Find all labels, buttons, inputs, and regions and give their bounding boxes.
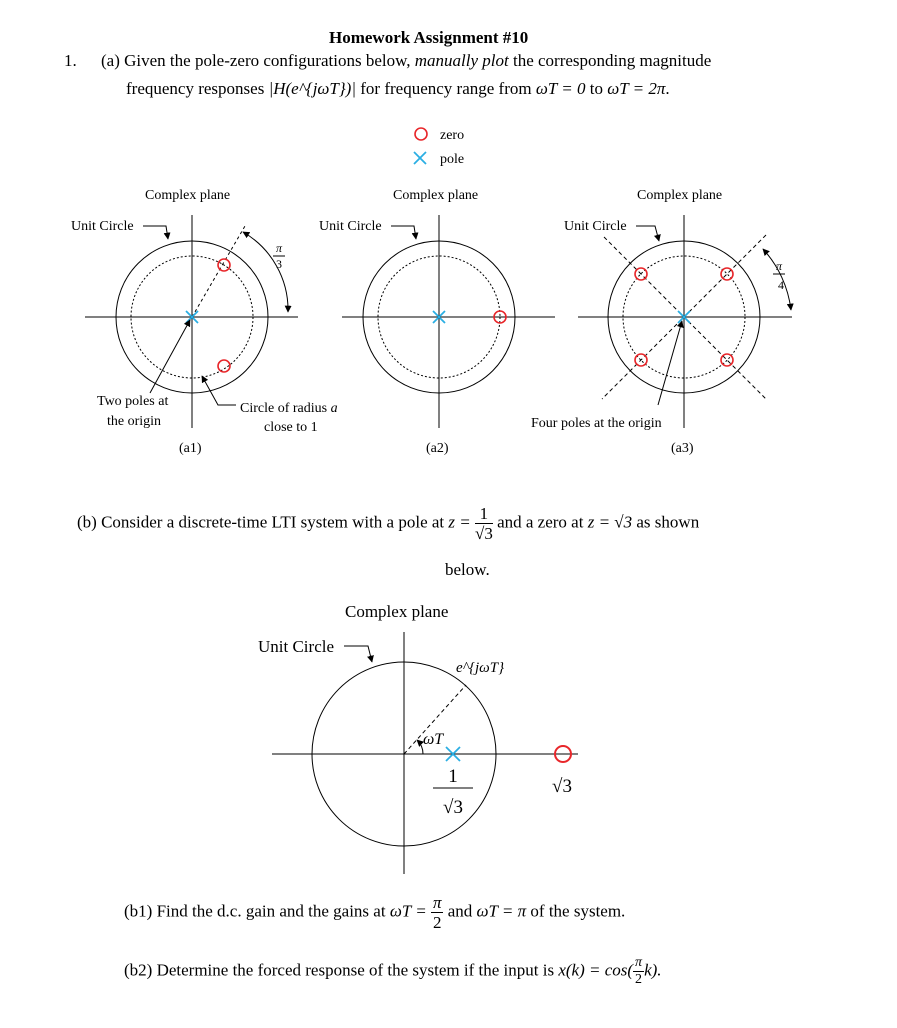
a1-angle-den: 3 bbox=[276, 257, 282, 271]
a3-four-poles-label: Four poles at the origin bbox=[531, 416, 662, 431]
b1-w1-den: 2 bbox=[432, 913, 442, 932]
part-a-emphasis: manually plot bbox=[414, 51, 509, 70]
diagram-a3 bbox=[531, 188, 792, 456]
part-b-pole-den: √3 bbox=[475, 524, 493, 543]
b2-input-rhs: k). bbox=[644, 960, 662, 980]
b1-w2: ωT = π bbox=[476, 901, 527, 921]
a1-unit-circle-label: Unit Circle bbox=[71, 219, 134, 234]
b1-and: and bbox=[447, 901, 473, 921]
a3-zero-q4 bbox=[721, 354, 733, 366]
b-pole-label-num: 1 bbox=[448, 766, 458, 787]
b-unit-circle-label: Unit Circle bbox=[258, 637, 335, 656]
b-omega-label: ωT bbox=[423, 731, 444, 748]
b2-input-den: 2 bbox=[635, 972, 643, 987]
part-b-label: (b) bbox=[77, 512, 97, 532]
b1-w1-lhs: ωT = bbox=[389, 901, 427, 921]
a1-two-poles-arrow bbox=[150, 320, 190, 393]
a3-zero-q1 bbox=[721, 268, 733, 280]
part-b-pole-num: 1 bbox=[475, 505, 493, 524]
a3-angle-den: 4 bbox=[778, 278, 784, 292]
part-b-text-mid: and a zero at bbox=[497, 512, 584, 532]
b1-w1-num: π bbox=[432, 893, 442, 912]
a1-two-poles-line1: Two poles at bbox=[97, 394, 169, 409]
legend-zero-icon bbox=[415, 128, 427, 140]
b1-line bbox=[124, 894, 625, 931]
part-a-label: (a) bbox=[101, 51, 120, 70]
b-unit-circle-arrow bbox=[344, 646, 372, 662]
a1-radius-line1 bbox=[240, 401, 338, 416]
range-from: ωT = 0 bbox=[535, 79, 586, 98]
b2-line bbox=[124, 956, 662, 987]
diagram-a1 bbox=[71, 188, 338, 456]
problem-number: 1. bbox=[64, 51, 77, 70]
legend-pole-label: pole bbox=[440, 152, 465, 167]
range-to-word: to bbox=[589, 79, 603, 98]
line-period: . bbox=[665, 79, 670, 98]
a3-unit-circle-arrow bbox=[636, 226, 659, 241]
part-b-below: below. bbox=[445, 560, 490, 579]
a1-unit-circle-arrow bbox=[143, 226, 168, 239]
range-to: ωT = 2π bbox=[607, 79, 666, 98]
part-b-diagram bbox=[0, 590, 897, 890]
part-a-line1-start: Given the pole-zero configurations below, bbox=[124, 51, 411, 70]
pole-zero-diagrams bbox=[0, 0, 897, 470]
part-b-text-start: Consider a discrete-time LTI system with a pole at bbox=[101, 512, 445, 532]
legend-pole-icon bbox=[414, 152, 426, 164]
part-b-text-end: as shown bbox=[636, 512, 700, 532]
a2-caption: (a2) bbox=[426, 441, 449, 456]
a3-caption: (a3) bbox=[671, 441, 694, 456]
b1-w1-fraction bbox=[431, 894, 444, 931]
a2-unit-circle-arrow bbox=[391, 226, 416, 239]
part-b-pole-fraction bbox=[475, 505, 493, 542]
part-b-pole-lhs: z = bbox=[448, 512, 471, 532]
b1-text-start: Find the d.c. gain and the gains at bbox=[156, 901, 386, 921]
b-complex-plane-label: Complex plane bbox=[345, 602, 449, 621]
a3-complex-plane-label: Complex plane bbox=[637, 188, 723, 203]
a1-radius-var: a bbox=[330, 401, 338, 416]
a2-complex-plane-label: Complex plane bbox=[393, 188, 479, 203]
a1-radius-line2: close to 1 bbox=[264, 420, 318, 435]
a3-angle-num: π bbox=[775, 259, 783, 273]
a1-complex-plane-label: Complex plane bbox=[145, 188, 231, 203]
a1-angle-num: π bbox=[275, 241, 283, 255]
diagram-a2 bbox=[319, 188, 555, 456]
part-a-line1-end: the corresponding magnitude bbox=[512, 51, 712, 70]
a1-radius-arrow bbox=[202, 376, 236, 405]
part-b-line bbox=[77, 505, 699, 542]
a3-unit-circle-label: Unit Circle bbox=[564, 219, 627, 234]
a1-angle-line bbox=[192, 226, 245, 317]
b2-input-lhs: x(k) = cos( bbox=[558, 960, 634, 980]
part-b-zero-expr: z = √3 bbox=[587, 512, 633, 532]
part-a-line2-start: frequency responses bbox=[126, 79, 265, 98]
b2-label: (b2) bbox=[124, 960, 153, 980]
legend-zero-label: zero bbox=[440, 128, 465, 143]
b2-input-num: π bbox=[635, 955, 643, 970]
a1-caption: (a1) bbox=[179, 441, 202, 456]
b2-input-fraction bbox=[633, 956, 644, 987]
a1-radius-text: Circle of radius bbox=[240, 401, 328, 416]
a1-two-poles-line2: the origin bbox=[107, 414, 162, 429]
b-pole-label-den: √3 bbox=[443, 797, 463, 818]
b-ejwt-label: e^{jωT} bbox=[456, 660, 505, 676]
b1-label: (b1) bbox=[124, 901, 153, 921]
b-zero-label: √3 bbox=[552, 776, 572, 797]
magnitude-expression: |H(e^{jωT})| bbox=[268, 79, 357, 98]
b1-text-end: of the system. bbox=[530, 901, 626, 921]
page-title: Homework Assignment #10 bbox=[329, 28, 529, 47]
part-a-line2-mid: for frequency range from bbox=[360, 79, 532, 98]
a2-unit-circle-label: Unit Circle bbox=[319, 219, 382, 234]
b2-text-start: Determine the forced response of the system if the input is bbox=[156, 960, 555, 980]
